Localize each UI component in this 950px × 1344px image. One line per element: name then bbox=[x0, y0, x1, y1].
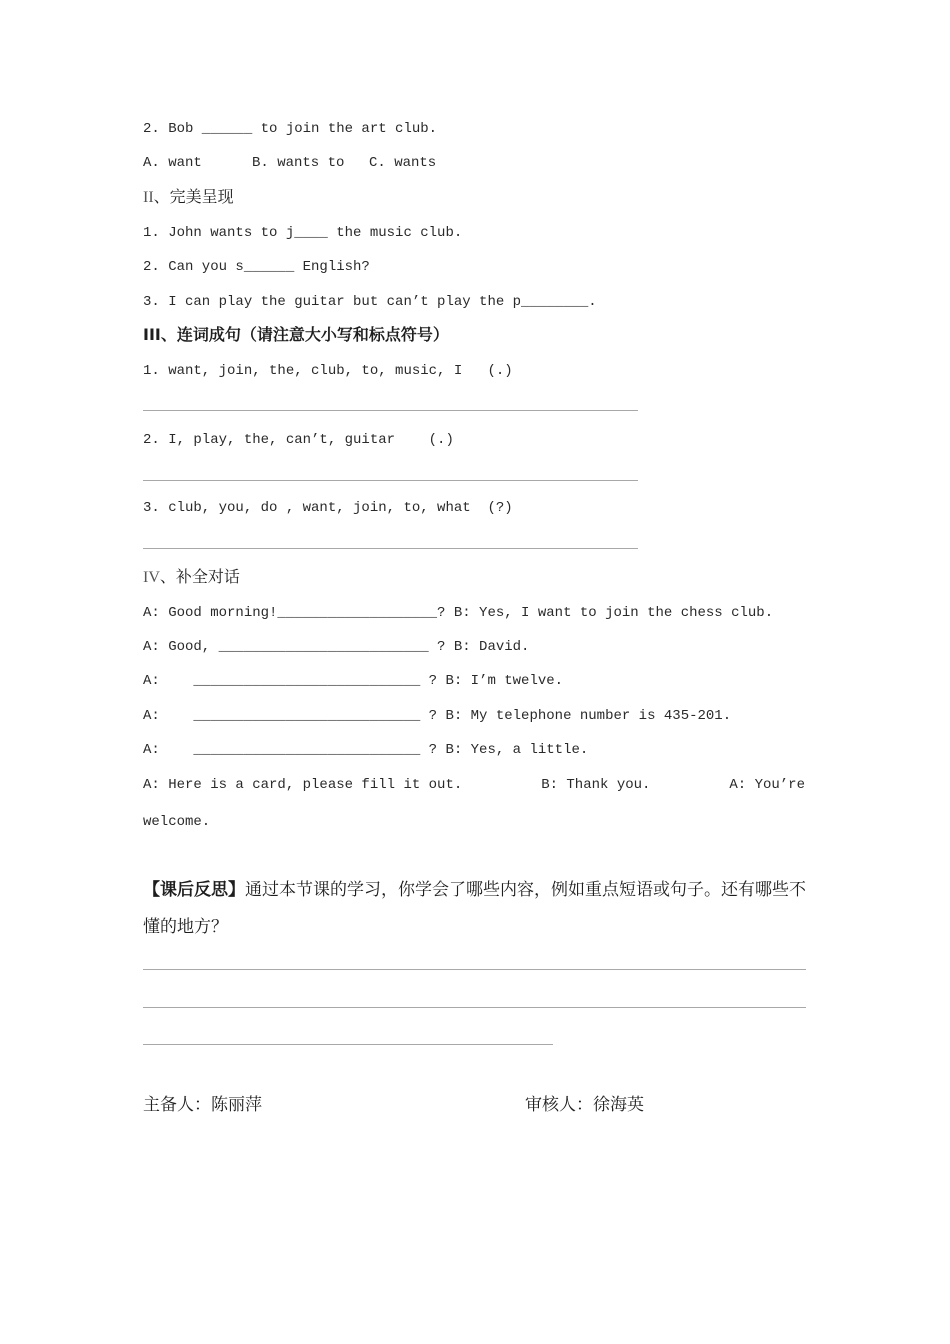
mc-option-b: B. wants to bbox=[252, 155, 345, 171]
dialogue-line-1: A: Good morning!___________________? B: Yes, I want to join the chess club. bbox=[143, 605, 774, 621]
section3-item-2: 2. I, play, the, can’t, guitar (.) bbox=[143, 432, 454, 448]
dialogue-closing-part-2: B: Thank you. bbox=[541, 777, 651, 793]
dialogue-line-2: A: Good, _________________________ ? B: David. bbox=[143, 639, 530, 655]
section3-item-1: 1. want, join, the, club, to, music, I (.) bbox=[143, 363, 513, 379]
footer-reviewer: 审核人：徐海英 bbox=[525, 1095, 644, 1115]
reflection-label: 【课后反思】 bbox=[143, 880, 245, 900]
mc-question-stem: 2. Bob ______ to join the art club. bbox=[143, 121, 438, 137]
footer-preparer: 主备人：陈丽萍 bbox=[143, 1095, 262, 1115]
dialogue-closing-part-3: A: You’re bbox=[729, 777, 805, 793]
reflection-answer-line-3 bbox=[143, 1044, 553, 1045]
section2-numeral: II bbox=[143, 189, 154, 206]
section2-heading bbox=[143, 187, 234, 208]
reflection-line-2: 懂的地方？ bbox=[143, 917, 228, 937]
reflection-prompt: 通过本节课的学习，你学会了哪些内容，例如重点短语或句子。还有哪些不 bbox=[245, 880, 806, 900]
answer-line-2 bbox=[143, 480, 638, 481]
dialogue-line-3: A: ___________________________ ? B: I’m twelve. bbox=[143, 673, 564, 689]
section2-title: 、完美呈现 bbox=[153, 187, 234, 206]
dialogue-line-4: A: ___________________________ ? B: My telephone number is 435-201. bbox=[143, 708, 732, 724]
mc-option-a: A. want bbox=[143, 155, 202, 171]
reflection-line-1 bbox=[143, 878, 806, 902]
section4-heading bbox=[143, 567, 240, 588]
section2-item-3: 3. I can play the guitar but can’t play the p________. bbox=[143, 294, 597, 310]
dialogue-closing-continuation: welcome. bbox=[143, 814, 211, 830]
section4-title: 、补全对话 bbox=[159, 567, 240, 586]
section2-item-1: 1. John wants to j____ the music club. bbox=[143, 225, 463, 241]
section2-item-2: 2. Can you s______ English? bbox=[143, 259, 370, 275]
reflection-answer-line-2 bbox=[143, 1007, 806, 1008]
reflection-answer-line-1 bbox=[143, 969, 806, 970]
answer-line-1 bbox=[143, 410, 638, 411]
answer-line-3 bbox=[143, 548, 638, 549]
section3-item-3: 3. club, you, do , want, join, to, what (?) bbox=[143, 500, 513, 516]
section4-numeral: IV bbox=[143, 569, 160, 586]
mc-option-c: C. wants bbox=[369, 155, 437, 171]
section3-numeral: III bbox=[143, 325, 161, 344]
dialogue-closing-line bbox=[143, 775, 805, 795]
section3-title: 、连词成句（请注意大小写和标点符号） bbox=[160, 325, 449, 344]
section3-heading bbox=[143, 325, 449, 345]
dialogue-closing-part-1: A: Here is a card, please fill it out. bbox=[143, 777, 463, 793]
dialogue-line-5: A: ___________________________ ? B: Yes, a little. bbox=[143, 742, 589, 758]
